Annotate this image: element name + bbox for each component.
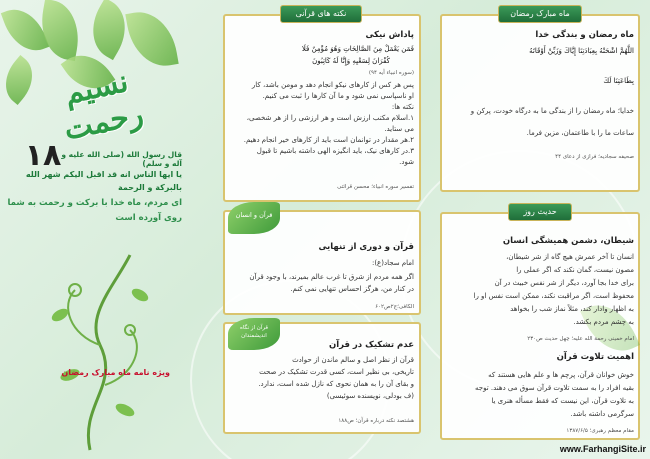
body-text: مصون نیست، گمان نکند که اگر عملی را (516, 266, 634, 274)
verse-reference: (سوره انبیاء آیه ۹۴) (368, 70, 414, 76)
body-text: پس هر کس از کارهای نیکو انجام دهد و مومن باشد، کار (251, 81, 414, 89)
body-text: در کنار من، هرگز احساس تنهایی نمی کنم. (290, 285, 414, 293)
body-text: به چشم مردم بکشد. (573, 318, 634, 326)
vine-illustration (20, 235, 170, 455)
title-logo: نسیم رحمت (60, 64, 147, 148)
source-citation: مقام معظم رهبری؛ ۱۳۸۷/۶/۵ (566, 428, 634, 434)
website-link[interactable]: www.FarhangiSite.ir (559, 444, 646, 454)
body-text: خوش خوانان قرآن، پرچم ها و علم هایی هستند که (488, 371, 634, 379)
body-text: ۲.هر مقدار در توانمان است باید از کارهای خیر انجام دهیم. (243, 136, 414, 144)
section-heading: ماه رمضان و بندگی خدا (535, 30, 634, 40)
body-text: ساعات ما را با طاعتمان، مزین فرما. (526, 129, 634, 137)
body-text: ۱.اسلام مکتب ارزش است و هر ارزشی را از هر شخصی، (246, 114, 414, 122)
body-text: اگر همه مردم از شرق تا غرب عالم بمیرند، با وجود قرآن (249, 273, 414, 281)
section-heading: شیطان، دشمن همیشگی انسان (502, 236, 634, 246)
body-text: ۳.در کارهای نیک، باید انگیزه الهی داشته باشیم تا قبول (256, 147, 414, 155)
body-text: بقیه افراد را به سمت تلاوت قرآن سوق می دهند. توجه (475, 384, 634, 392)
body-text: به تلاوت قرآن، این نیست که فقط مسأله هنری یا (491, 397, 634, 405)
hadith-arabic: یا ایها الناس انه قد اقبل الیکم شهر الله بالبرکة و الرحمة (25, 170, 182, 192)
source-citation: امام خمینی رحمة الله علیه؛ چهل حدیث ص۲۳۰ (527, 336, 634, 342)
left-cover (0, 0, 185, 459)
tag-label: قرآن و انسان (235, 211, 273, 219)
quran-verse: كُفْرَانَ لِسَعْیِهِ وَإِنَّا لَهُ كَاتِبُونَ (312, 57, 390, 65)
section-badge: حدیث روز (508, 203, 572, 221)
body-text: تاریخی، بی نظیر است، کسی قدرت تشکیک در صحت (259, 368, 414, 376)
body-text: شود. (399, 158, 414, 166)
body-text: خدایا؛ ماه رمضان را از بندگی ما به درگاه خودت، پرکن و (470, 107, 634, 115)
body-text: به اظهار وادار کند، مثلاً نماز شب را بخواهد (510, 305, 634, 313)
section-heading: عدم تشکیک در قرآن (328, 340, 414, 350)
body-text: و بقای آن را به همان نحوی که نازل شده است، ندارد. (258, 380, 414, 388)
decorative-leaf (35, 0, 84, 61)
dua-arabic: بِطَاعَتِنَا لَكَ (603, 77, 634, 85)
special-issue-label: ویژه نامه ماه مبارک رمضان (61, 368, 170, 377)
dua-arabic: اللَّهُمَّ اشْحَنْهُ بِعِبَادَتِنَا إِيَّاكَ وَزَيِّنْ أَوْقَاتَهُ (529, 47, 634, 55)
body-text: محفوظ است، اگر مراقبت نکند، ممکن است نفس او را (473, 292, 634, 300)
body-text: امام سجاد(ع): (371, 259, 414, 267)
section-heading: قرآن و دوری از تنهایی (318, 242, 414, 252)
hadith-translation: ای مردم، ماه خدا با برکت و رحمت به شما روی آورده است (7, 198, 182, 223)
body-text: سرگرمی داشته باشد. (570, 410, 634, 418)
source-citation: هشتصد نکته درباره قرآن؛ ص۱۸۸ (338, 418, 414, 424)
section-heading: پاداش نیکی (365, 30, 414, 40)
section-badge: نکته های قرآنی (280, 5, 362, 23)
body-text: او ناسپاسی نمی شود و ما آن کارها را ثبت می کنیم. (262, 92, 414, 100)
hadith-attribution: قال رسول الله (صلی الله علیه و آله و سلم) (61, 150, 182, 168)
body-text: انسان تا آخر عمرش هیچ گاه از شر شیطان، (506, 253, 634, 261)
source-citation: تفسیر سوره انبیاء؛ محسن قرائتی (337, 184, 414, 190)
body-text: نکته ها: (391, 103, 414, 111)
body-text: می ستاید. (384, 125, 414, 133)
body-text: برای خدا بجا آورد، دیگر از شر نفس خبیث در آن (494, 279, 634, 287)
section-heading: اهمیت تلاوت قرآن (556, 352, 634, 362)
issue-number: ۱۸ (24, 138, 62, 173)
section-badge: ماه مبارک رمضان (498, 5, 582, 23)
source-citation: الکافی؛ج۲ص۶۰۲ (375, 304, 414, 310)
body-text: قرآن از نظر اصل و سالم ماندن از حوادث (292, 356, 414, 364)
tag-leaf (228, 202, 280, 234)
ramadan-panel (440, 14, 640, 192)
tag-label: قرآن از نگاه اندیشمندان (239, 325, 269, 339)
source-citation: صحیفه سجادیه؛ فرازی از دعای ۴۴ (555, 154, 634, 160)
quran-verse: فَمَن یَعْمَلْ مِنَ الصَّالِحَاتِ وَهُوَ مُؤْمِنٌ فَلَا (301, 45, 414, 53)
body-text: (ف بودلی، نویسنده سوئیسی) (326, 392, 414, 400)
